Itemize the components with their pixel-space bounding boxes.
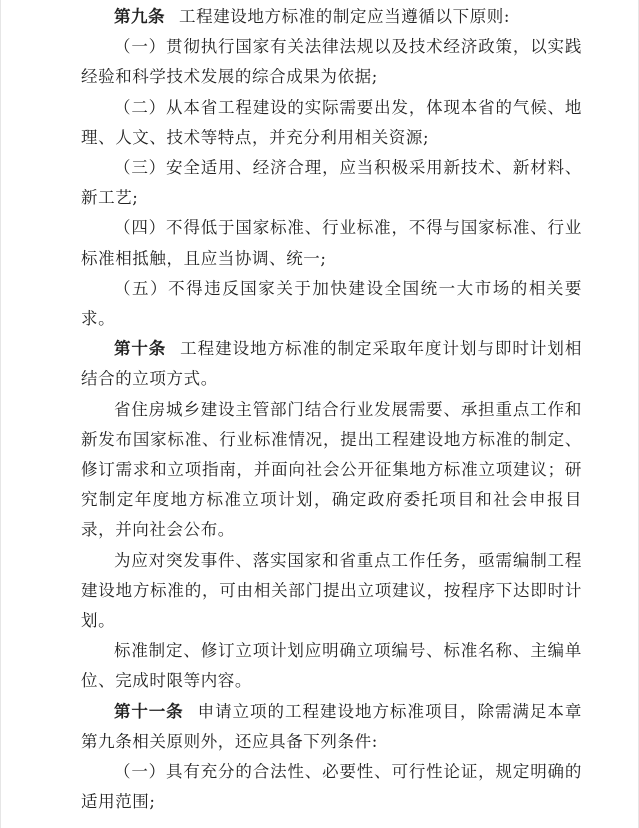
article-9-item-3: （三）安全适用、经济合理，应当积极采用新技术、新材料、新工艺; xyxy=(81,158,582,208)
article-11-item-1: （一）具有充分的合法性、必要性、可行性论证，规定明确的适用范围; xyxy=(81,762,582,812)
article-9-item-4: （四）不得低于国家标准、行业标准，不得与国家标准、行业标准相抵触，且应当协调、统一; xyxy=(81,218,582,268)
article-9-intro-text: 工程建设地方标准的制定应当遵循以下原则: xyxy=(179,7,511,26)
article-10-paragraph-3: 标准制定、修订立项计划应明确立项编号、标准名称、主编单位、完成时限等内容。 xyxy=(81,641,582,691)
article-10-heading: 第十条 xyxy=(114,339,167,359)
article-10-paragraph-2: 为应对突发事件、落实国家和省重点工作任务，亟需编制工程建设地方标准的，可由相关部门提出立项建议，按程序下达即时计划。 xyxy=(81,550,582,631)
article-9-heading: 第九条 xyxy=(114,7,165,26)
article-10-paragraph-1: 省住房城乡建设主管部门结合行业发展需要、承担重点工作和新发布国家标准、行业标准情况，提出工程建设地方标准的制定、修订需求和立项指南，并面向社会公开征集地方标准立项建议；研究制定年度地方标准立项计划，确定政府委托项目和社会申报目录，并向社会公布。 xyxy=(81,399,582,540)
document-page xyxy=(1,0,639,828)
article-10-intro xyxy=(81,334,582,394)
article-9-item-1: （一）贯彻执行国家有关法律法规以及技术经济政策，以实践经验和科学技术发展的综合成果为依据; xyxy=(81,37,582,87)
article-11-intro-text: 申请立项的工程建设地方标准项目，除需满足本章第九条相关原则外，还应具备下列条件: xyxy=(81,701,583,751)
article-9-item-5: （五）不得违反国家关于加快建设全国统一大市场的相关要求。 xyxy=(81,278,582,329)
article-11-heading: 第十一条 xyxy=(114,701,184,721)
article-9-item-2: （二）从本省工程建设的实际需要出发，体现本省的气候、地理、人文、技术等特点，并充分利用相关资源; xyxy=(81,97,582,147)
article-9-intro xyxy=(81,2,582,32)
article-11-intro xyxy=(81,697,582,757)
article-10-intro-text: 工程建设地方标准的制定采取年度计划与即时计划相结合的立项方式。 xyxy=(81,339,582,389)
